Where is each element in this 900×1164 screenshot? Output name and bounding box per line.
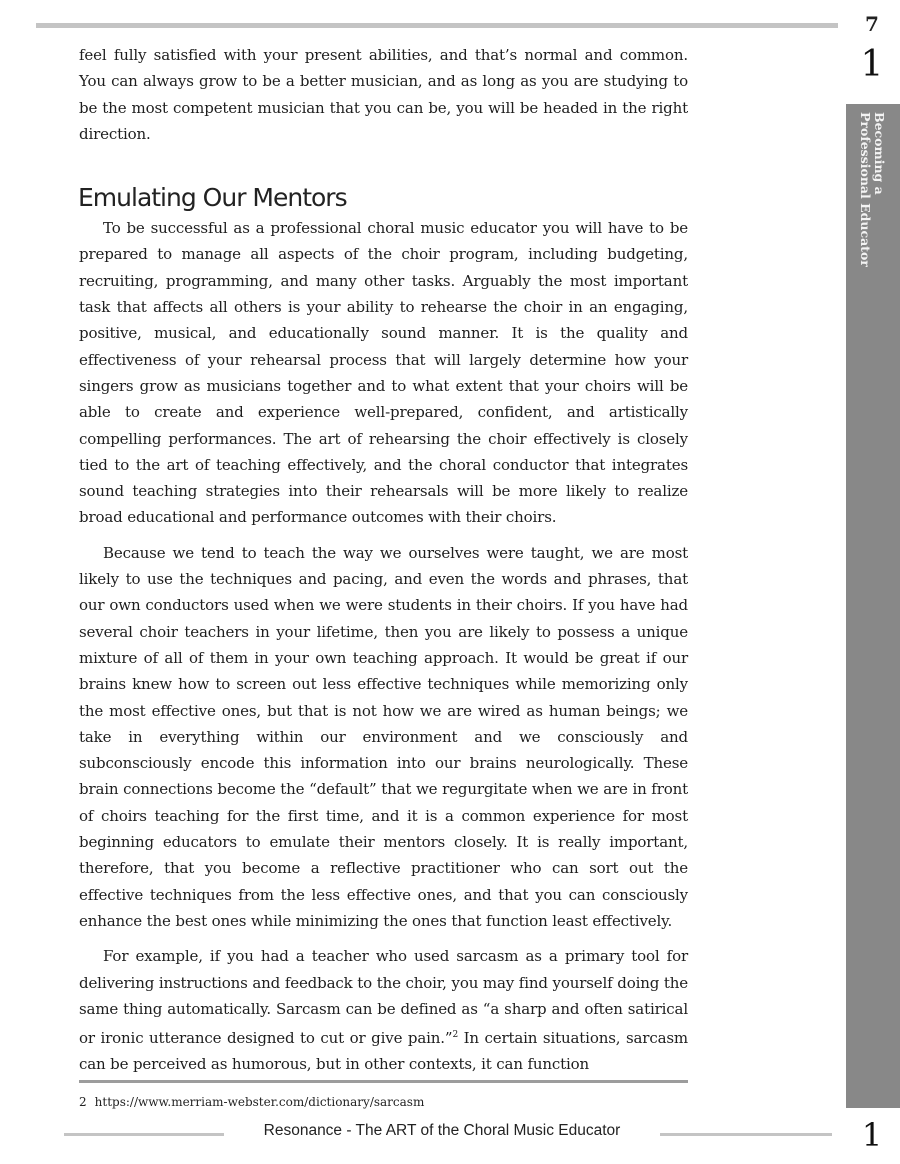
footnote-reference[interactable]: 2	[452, 1030, 459, 1041]
footnote	[79, 1095, 424, 1109]
paragraph-text: In certain situations, sarcasm can be perceived as humorous, but in other contexts, it can function	[79, 1029, 688, 1074]
body-paragraph: Because we tend to teach the way we ourselves were taught, we are most likely to use the techniques and pacing, and even the words and phrases, that our own conductors used when we were students in their choirs. If you have had several choir teachers in your lifetime, then you are likely to possess a unique mixture of all of them in your own teaching approach. It would be great if our brains knew how to screen out less effective techniques while memorizing only the most effective ones, but that is not how we are wired as human beings; we take in everything within our environment and we consciously and subconsciously encode this information into our brains neurologically. These brain connections become the “default” that we regurgitate when we are in front of choirs teaching for the first time, and it is a common experience for most beginning educators to emulate their mentors closely. It is really important, therefore, that you become a reflective practitioner who can sort out the effective techniques from the less effective ones, and that you can consciously enhance the best ones while minimizing the ones that function least effectively.	[79, 543, 688, 930]
footer-rule-right	[660, 1133, 832, 1136]
page-number: 7	[865, 12, 879, 36]
chapter-tab-label	[858, 112, 886, 267]
footnote-divider	[79, 1080, 688, 1083]
header-rule	[36, 23, 838, 28]
main-text	[79, 42, 688, 1078]
paragraph-text: For example, if you had a teacher who used sarcasm as a primary tool for delivering instructions and feedback to the choir, you may find yourself doing the same thing automatically. Sarcasm can be defined as “a sharp and often satirical or ironic utterance designed to cut or give pain.”	[79, 947, 688, 1048]
lead-paragraph: feel fully satisfied with your present abilities, and that’s normal and common. You can always grow to be a better musician, and as long as you are studying to be the most competent musician that you can be, you will be headed in the right direction.	[79, 46, 688, 143]
footnote-number: 2	[79, 1095, 87, 1109]
chapter-tab-label-line1: Becoming a	[872, 112, 887, 195]
footer-rule-left	[64, 1133, 224, 1136]
chapter-number: 1	[860, 44, 884, 85]
footer-title: Resonance - The ART of the Choral Music Educator	[263, 1122, 621, 1139]
section-title: Emulating Our Mentors	[78, 183, 347, 213]
footer-chapter-number: 1	[861, 1116, 883, 1154]
footnote-link[interactable]: https://www.merriam-webster.com/dictionary/sarcasm	[94, 1095, 425, 1109]
chapter-tab-label-line2: Professional Educator	[858, 112, 873, 267]
body-paragraph: To be successful as a professional choral music educator you will have to be prepared to manage all aspects of the choir program, including budgeting, recruiting, programming, and many other tasks. Arguably the most important task that affects all others is your ability to rehearse the choir in an engaging, positive, musical, and educationally sound manner. It is the quality and effectiveness of your rehearsal process that will largely determine how your singers grow as musicians together and to what extent that your choirs will be able to create and experience well-prepared, confident, and artistically compelling performances. The art of rehearsing the choir effectively is closely tied to the art of teaching effectively, and the choral conductor that integrates sound teaching strategies into their rehearsals will be more likely to realize broad educational and performance outcomes with their choirs.	[79, 219, 688, 527]
body-paragraph-last	[79, 943, 688, 1077]
